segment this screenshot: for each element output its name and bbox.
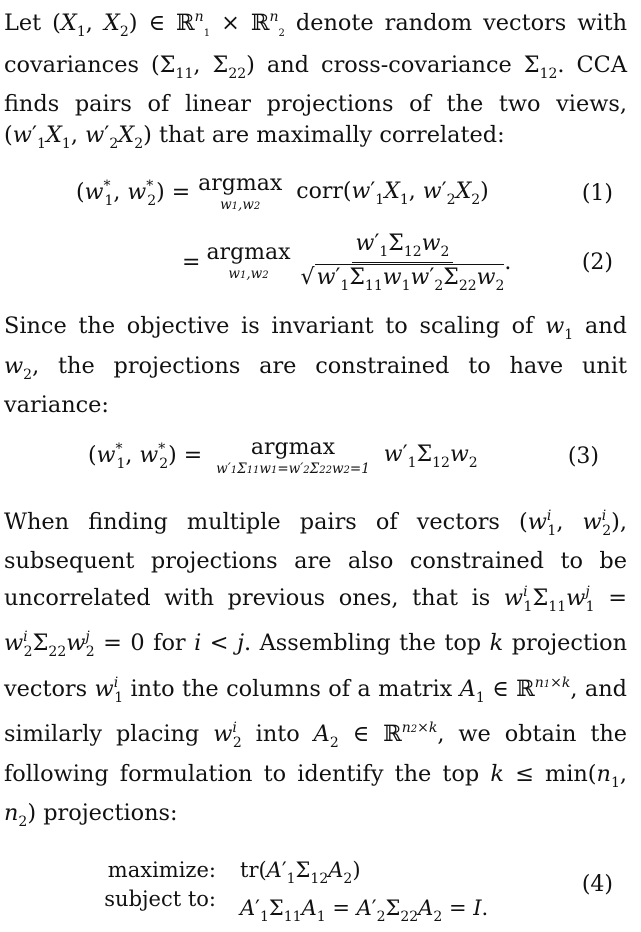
equation-2: = argmax w1,w2 $\frac{w'_1\Sigma_{12}w_2}{√w'_1\Sigma_{11}w_1w'_2\Sigma_{22}w_2}$ . (2) <box>182 230 613 294</box>
fraction: $\frac{w'_1\Sigma_{12}w_2}{√w'_1\Sigma_{11}w_1w'_2\Sigma_{22}w_2}$ <box>300 230 505 294</box>
equation-3: ($w^*_1$, $w^*_2$) = argmax w′1Σ11w1=w′2Σ22w2=1 $w'_1\Sigma_{12}w_2$ (3) <box>88 434 599 477</box>
paragraph-intro: Let ($X_1$, $X_2$) ∈ ℝ$^n_1$ × ℝ$^n_2$ denote random vectors with covariances ($\Sigma_{11}$, $\Sigma_{22}$) and cross-covariance $\Sigma_{12}$. CCA finds pairs of linear projections of the two views, ($w'_1X_1$, $w'_2X_2$) that are maximally correlated: <box>4 9 627 152</box>
equation-1: ($w^*_1$, $w^*_2$) = argmax w1,w2 $corr(w'_1X_1$, $w'_2X_2$) (1) <box>76 171 613 214</box>
argmax-operator: argmax w1,w2 <box>206 240 291 283</box>
equation-number-2: (2) <box>581 249 613 275</box>
argmax-operator: argmax w1,w2 <box>198 171 283 214</box>
equation-number-3: (3) <box>567 444 599 469</box>
equation-number-1: (1) <box>581 180 613 206</box>
optimization-labels: maximize: subject to: <box>104 857 216 911</box>
equation-number-4: (4) <box>581 871 613 897</box>
paragraph-multiple-pairs: When finding multiple pairs of vectors ($w^i_1$, $w^i_2$), subsequent projections are also constrained to be uncorrelated with previous ones, that is $w^i_1\Sigma_{11}w^j_1 = w^i_2\Sigma_{22}w^j_2 = 0$ for i < j. Assembling the top k projection vectors $w^i_1$ into the columns of a matrix $A_1$ ∈ ℝ$^{n1\times k}$, and similarly placing $w^i_2$ into $A_2$ ∈ ℝ$^{n2\times k}$, we obtain the following formulation to identify the top $k \le \min(n_1$, $n_2$) projections: <box>4 507 628 830</box>
argmax-operator: argmax w′1Σ11w1=w′2Σ22w2=1 <box>216 434 370 477</box>
equation-4 <box>4 856 627 925</box>
paragraph-scaling: Since the objective is invariant to scaling of $w_1$ and $w_2$, the projections are constrained to have unit variance: <box>4 313 627 418</box>
optimization-expressions: $tr(A'_1\Sigma_{12}A_2)$ $A'_1\Sigma_{11}A_1 = A'_2\Sigma_{22}A_2 = I$. <box>240 857 489 925</box>
